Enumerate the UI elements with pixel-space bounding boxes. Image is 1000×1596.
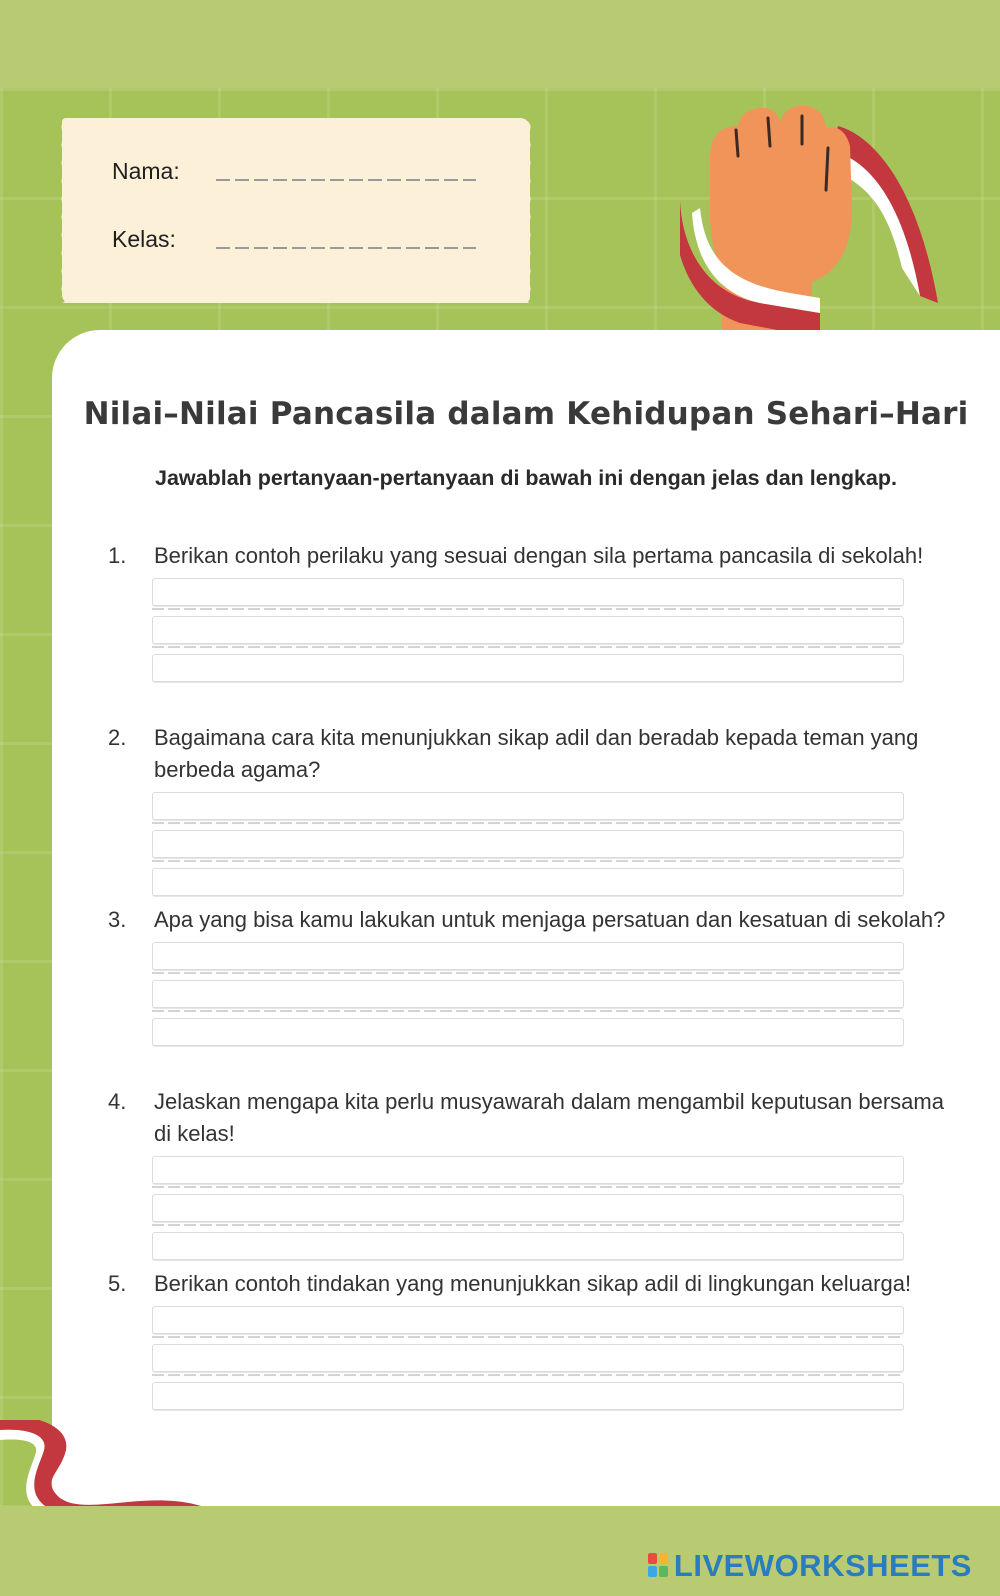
fist-shape: [710, 106, 852, 283]
question-text: Berikan contoh perilaku yang sesuai dengan sila pertama pancasila di sekolah!: [154, 543, 924, 568]
question-number: 3.: [108, 907, 127, 932]
answer-box[interactable]: [152, 1344, 904, 1372]
question-3: [108, 904, 948, 1046]
liveworksheets-logo-icon: [648, 1553, 670, 1579]
answer-divider: [152, 1186, 904, 1188]
answer-divider: [152, 1336, 904, 1338]
liveworksheets-logo[interactable]: [648, 1548, 972, 1584]
instruction-text: Jawablah pertanyaan-pertanyaan di bawah ini dengan jelas dan lengkap.: [155, 466, 897, 490]
answer-box[interactable]: [152, 868, 904, 896]
answer-divider: [152, 1224, 904, 1226]
answer-box[interactable]: [152, 1156, 904, 1184]
answer-box[interactable]: [152, 1194, 904, 1222]
name-field-row: [112, 158, 476, 185]
answer-box[interactable]: [152, 942, 904, 970]
answer-box[interactable]: [152, 830, 904, 858]
answer-box[interactable]: [152, 1018, 904, 1046]
question-number: 5.: [108, 1271, 127, 1296]
answer-divider: [152, 608, 904, 610]
worksheet-sheet: [52, 330, 1000, 1522]
name-label: Nama:: [112, 158, 180, 184]
student-info-card: [62, 118, 530, 303]
question-4: [108, 1086, 948, 1260]
raised-fist-icon: [680, 98, 970, 338]
card-torn-edge-right: [524, 118, 538, 303]
class-label: Kelas:: [112, 226, 176, 252]
question-text: Bagaimana cara kita menunjukkan sikap adil dan beradab kepada teman yang berbeda agama?: [154, 725, 919, 782]
name-input-line[interactable]: [216, 179, 476, 181]
question-2: [108, 722, 948, 896]
answer-box[interactable]: [152, 980, 904, 1008]
question-number: 1.: [108, 543, 127, 568]
answer-box[interactable]: [152, 1306, 904, 1334]
class-field-row: [112, 226, 476, 253]
answer-divider: [152, 1010, 904, 1012]
answer-box[interactable]: [152, 1382, 904, 1410]
answer-box[interactable]: [152, 578, 904, 606]
answer-box[interactable]: [152, 1232, 904, 1260]
answer-divider: [152, 822, 904, 824]
answer-divider: [152, 1374, 904, 1376]
question-5: [108, 1268, 948, 1410]
question-text: Berikan contoh tindakan yang menunjukkan sikap adil di lingkungan keluarga!: [154, 1271, 912, 1296]
page-title: Nilai–Nilai Pancasila dalam Kehidupan Sehari–Hari: [83, 396, 969, 432]
answer-box[interactable]: [152, 654, 904, 682]
question-text: Apa yang bisa kamu lakukan untuk menjaga persatuan dan kesatuan di sekolah?: [154, 907, 946, 932]
card-torn-edge-left: [54, 118, 68, 303]
class-input-line[interactable]: [216, 247, 476, 249]
question-number: 4.: [108, 1089, 127, 1114]
top-band: [0, 0, 1000, 88]
question-1: [108, 540, 948, 682]
answer-divider: [152, 860, 904, 862]
answer-box[interactable]: [152, 616, 904, 644]
answer-divider: [152, 646, 904, 648]
question-text: Jelaskan mengapa kita perlu musyawarah dalam mengambil keputusan bersama di kelas!: [154, 1089, 944, 1146]
answer-box[interactable]: [152, 792, 904, 820]
question-number: 2.: [108, 725, 127, 750]
brand-name: LIVEWORKSHEETS: [673, 1548, 972, 1583]
answer-divider: [152, 972, 904, 974]
